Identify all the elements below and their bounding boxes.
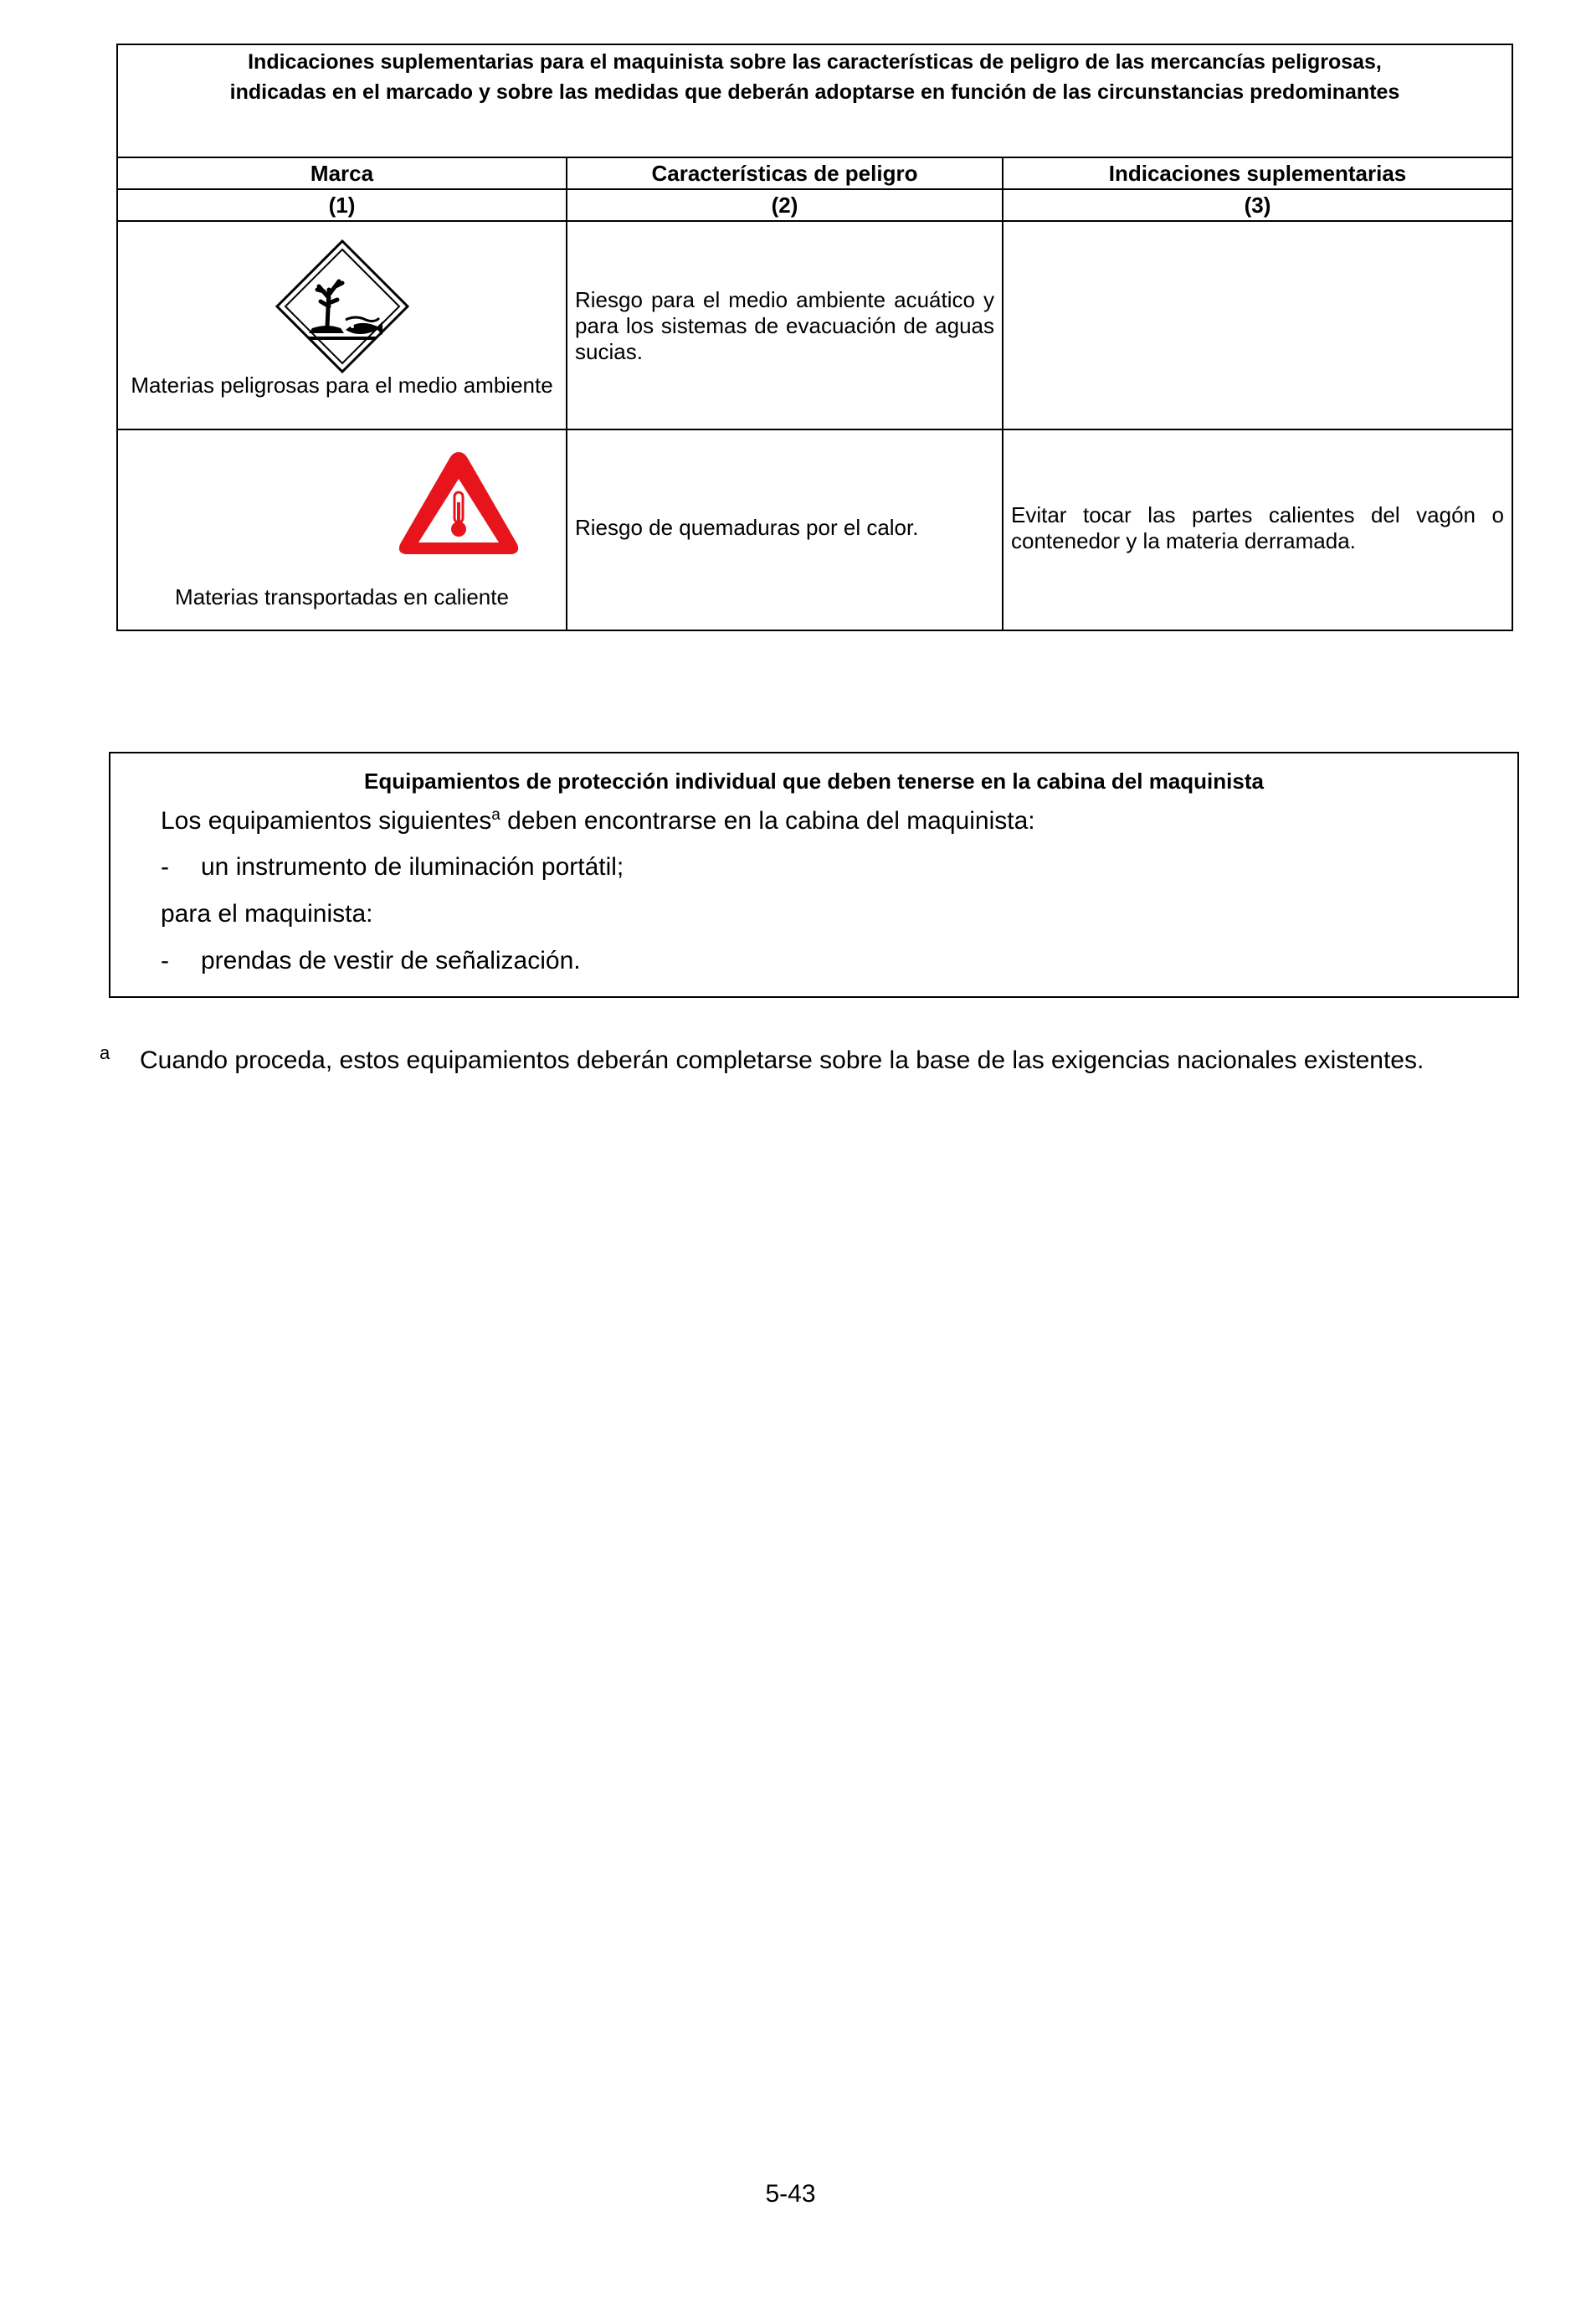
page-number: 5-43 (765, 2180, 816, 2208)
instructions-cell (1003, 221, 1512, 429)
instructions-cell (1003, 429, 1512, 630)
table-row (117, 221, 1512, 429)
list-bullet: - (161, 947, 169, 974)
footnote-mark: a (100, 1042, 110, 1063)
mark-label: Materias peligrosas para el medio ambiente (131, 373, 553, 398)
column-header-marca: Marca (117, 157, 567, 189)
elevated-temperature-icon (395, 447, 522, 561)
ppe-intro (161, 806, 1035, 836)
mark-label: Materias transportadas en caliente (175, 584, 509, 609)
column-number-2: (2) (567, 189, 1003, 221)
mark-cell (117, 429, 567, 630)
column-header-peligro: Características de peligro (567, 157, 1003, 189)
hazard-cell (567, 429, 1003, 630)
ppe-box (109, 752, 1519, 998)
ppe-box-title: Equipamientos de protección individual que deben tenerse en la cabina del maquinista (364, 769, 1264, 794)
ppe-sub-intro: para el maquinista: (161, 900, 373, 928)
table-row (117, 429, 1512, 630)
environment-hazard-icon (275, 239, 409, 373)
footnote-text: Cuando proceda, estos equipamientos deberán completarse sobre la base de las exigencias nacionales existentes. (140, 1046, 1424, 1074)
table-header-line-1: Indicaciones suplementarias para el maquinista sobre las características de peligro de las mercancías peligrosas, (248, 50, 1382, 74)
hazard-instructions-table (116, 44, 1513, 631)
list-item: prendas de vestir de señalización. (201, 947, 581, 974)
column-number-3: (3) (1003, 189, 1512, 221)
footnote-ref: a (491, 806, 500, 824)
table-header (117, 44, 1512, 157)
hazard-text: Riesgo de quemaduras por el calor. (575, 515, 919, 540)
mark-cell (117, 221, 567, 429)
instructions-text: Evitar tocar las partes calientes del vagón o contenedor y la materia derramada. (1011, 502, 1504, 553)
ppe-intro-text: Los equipamientos siguientes (161, 807, 492, 835)
column-header-indicaciones: Indicaciones suplementarias (1003, 157, 1512, 189)
ppe-intro-text-end: deben encontrarse en la cabina del maquinista: (500, 807, 1035, 835)
hazard-text: Riesgo para el medio ambiente acuático y para los sistemas de evacuación de aguas sucias. (575, 287, 994, 364)
list-item: un instrumento de iluminación portátil; (201, 853, 624, 881)
table-header-line-2: indicadas en el marcado y sobre las medidas que deberán adoptarse en función de las circunstancias predominantes (229, 80, 1400, 104)
column-number-1: (1) (117, 189, 567, 221)
hazard-cell (567, 221, 1003, 429)
list-bullet: - (161, 853, 169, 881)
